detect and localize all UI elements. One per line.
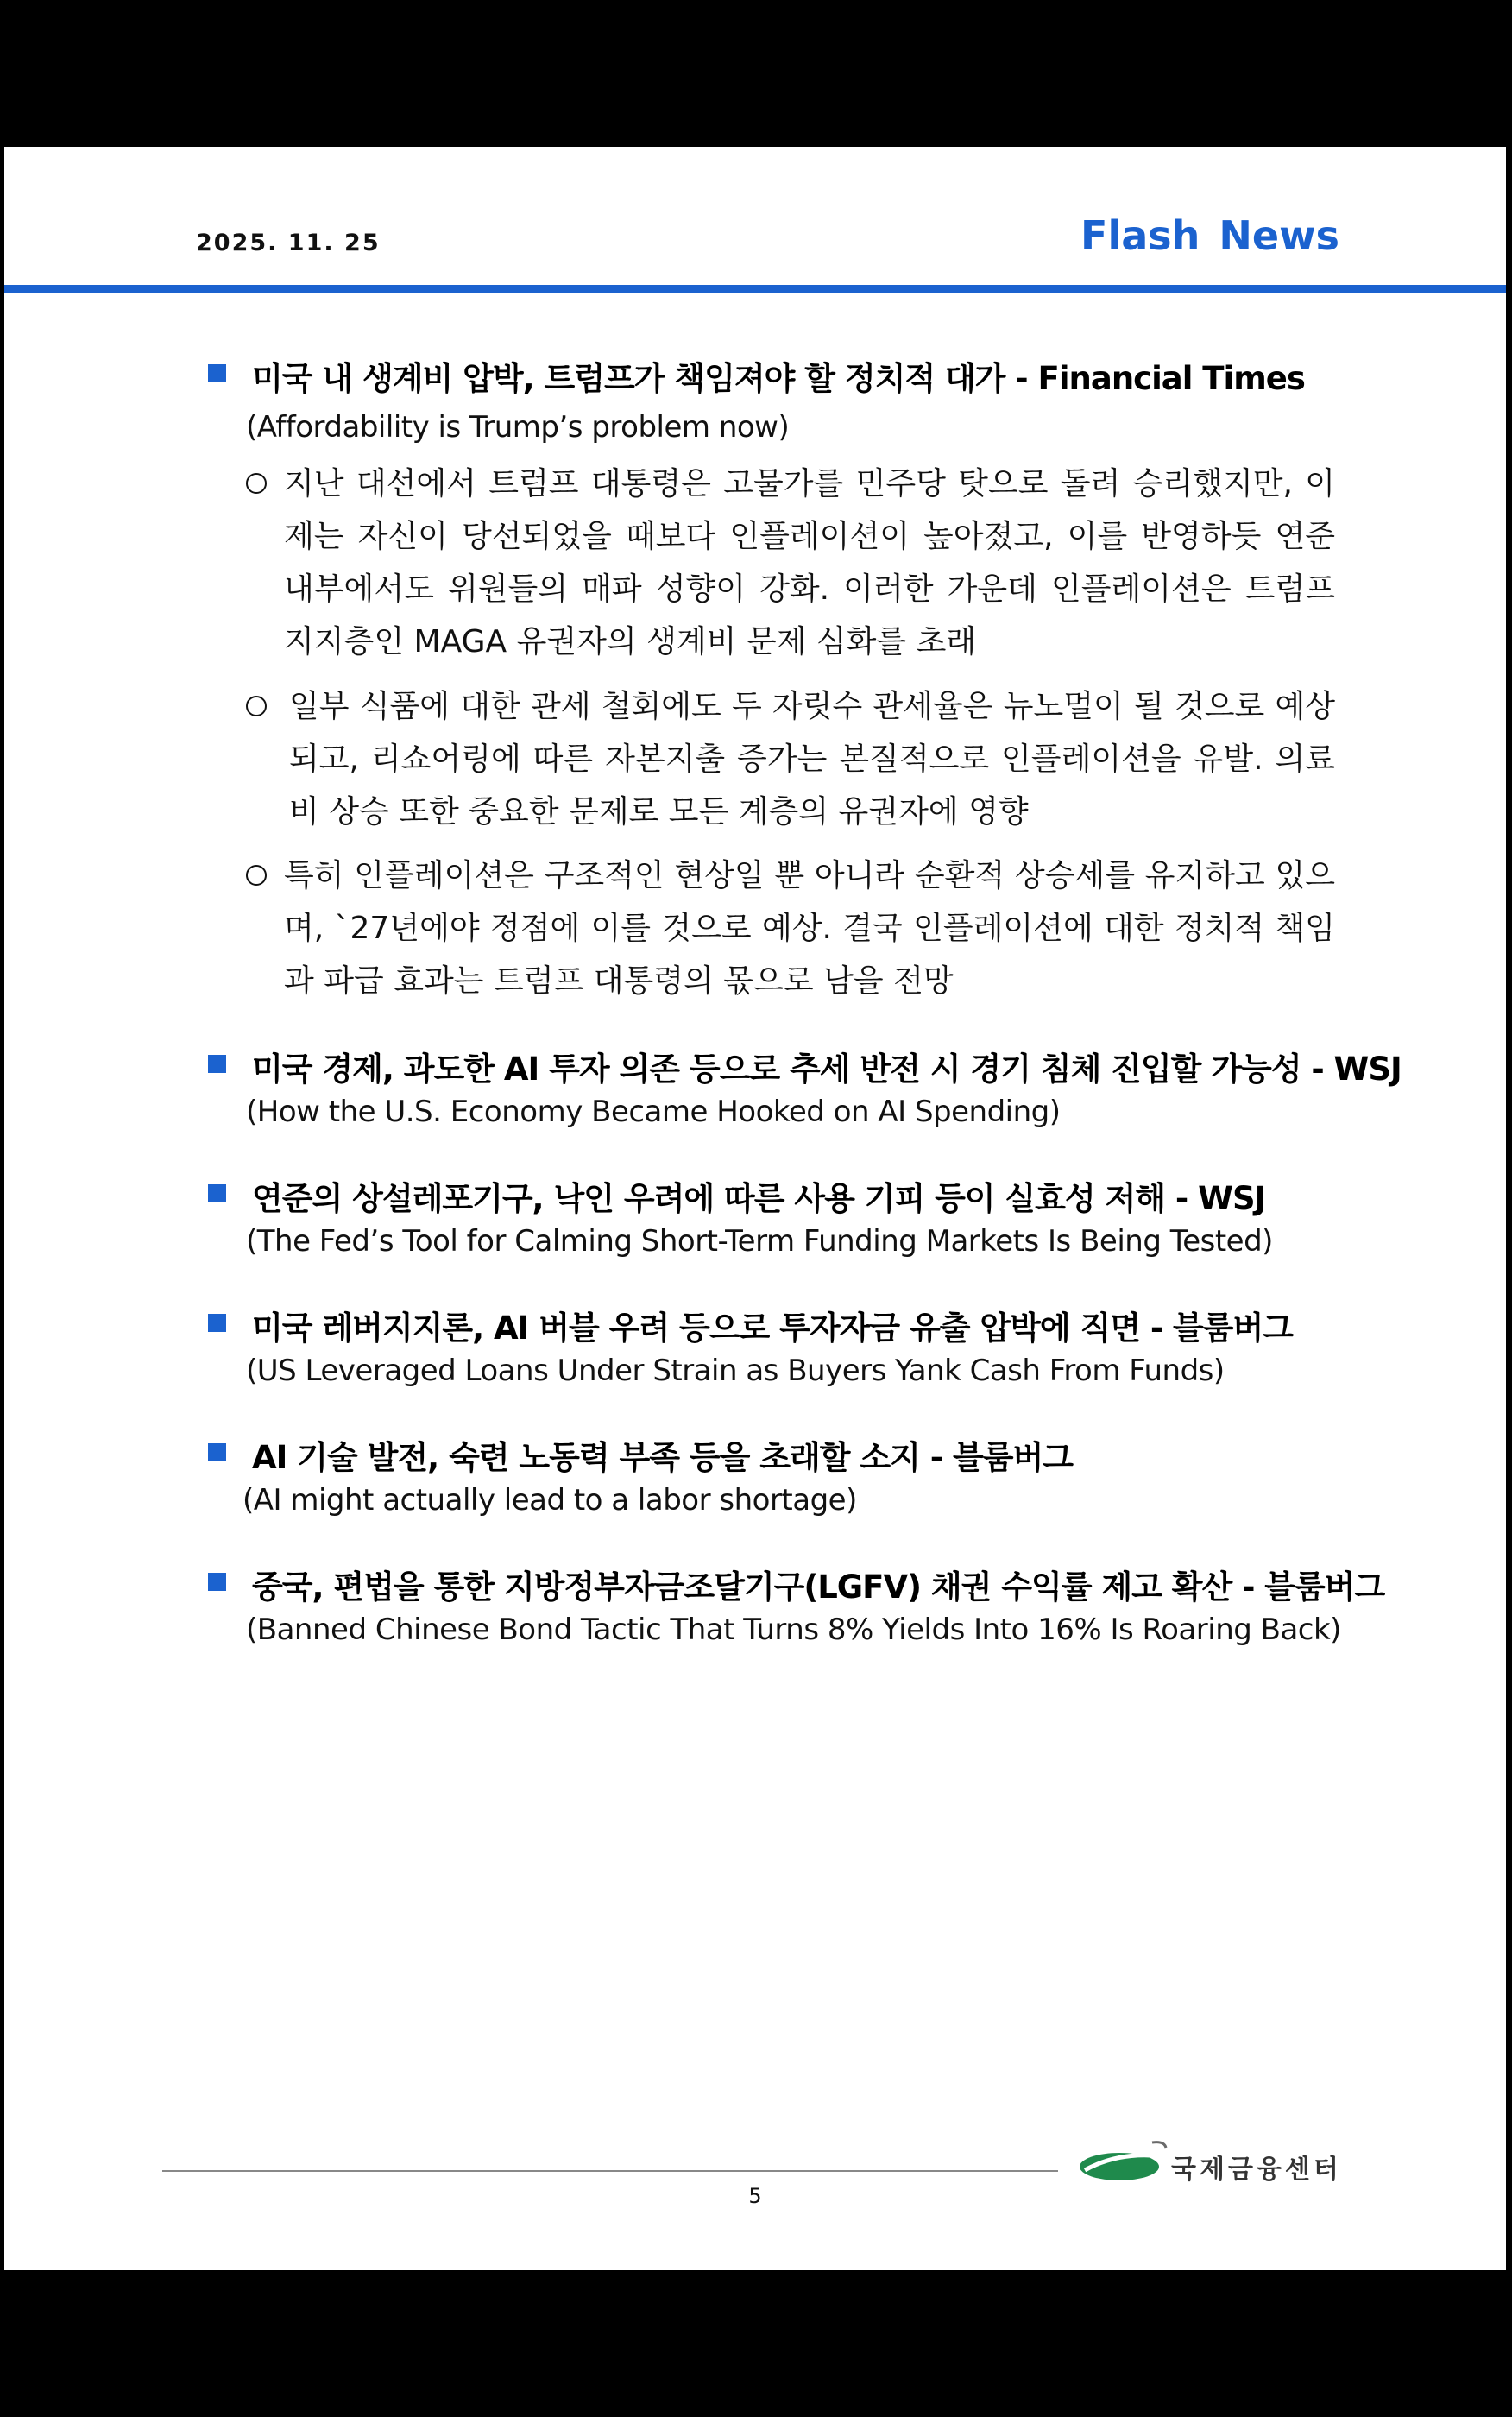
page-number: 5: [748, 2184, 762, 2208]
square-bullet-icon: [208, 1055, 226, 1073]
document-page: [4, 147, 1506, 2270]
report-date: 2025. 11. 25: [196, 230, 381, 256]
news-item-paragraph: 일부 식품에 대한 관세 철회에도 두 자릿수 관세율은 뉴노멀이 될 것으로 예상되고, 리쇼어링에 따른 자본지출 증가는 본질적으로 인플레이션을 유발. 의료비 상승 또한 중요한 문제로 모든 계층의 유권자에 영향: [289, 689, 1335, 830]
news-item-subtitle: (US Leveraged Loans Under Strain as Buyers Yank Cash From Funds): [246, 1354, 1225, 1388]
square-bullet-icon: [208, 1443, 226, 1461]
news-item-title: 미국 경제, 과도한 AI 투자 의존 등으로 추세 반전 시 경기 침체 진입할 가능성 - WSJ: [252, 1051, 1402, 1088]
news-item-title: 미국 내 생계비 압박, 트럼프가 책임져야 할 정치적 대가 - Financial Times: [252, 360, 1305, 397]
news-item-title: AI 기술 발전, 숙련 노동력 부족 등을 초래할 소지 - 블룸버그: [252, 1439, 1073, 1476]
news-item-subtitle: (Affordability is Trump’s problem now): [246, 410, 790, 445]
kcif-logo-icon: [1076, 2139, 1171, 2184]
circle-bullet-icon: [246, 696, 267, 716]
news-item-paragraph: 지난 대선에서 트럼프 대통령은 고물가를 민주당 탓으로 돌려 승리했지만, 이제는 자신이 당선되었을 때보다 인플레이션이 높아졌고, 이를 반영하듯 연준 내부에서도 위원들의 매파 성향이 강화. 이러한 가운데 인플레이션은 트럼프 지지층인 MAGA 유권자의 생계비 문제 심화를 초래: [284, 466, 1335, 659]
news-item-paragraph: 특히 인플레이션은 구조적인 현상일 뿐 아니라 순환적 상승세를 유지하고 있으며, `27년에야 정점에 이를 것으로 예상. 결국 인플레이션에 대한 정치적 책임과 파급 효과는 트럼프 대통령의 몫으로 남을 전망: [284, 858, 1335, 999]
circle-bullet-icon: [246, 473, 267, 494]
news-item-subtitle: (How the U.S. Economy Became Hooked on AI Spending): [246, 1095, 1061, 1129]
report-brand-title: Flash News: [1080, 212, 1339, 259]
circle-bullet-icon: [246, 865, 267, 886]
news-item-subtitle: (The Fed’s Tool for Calming Short-Term Funding Markets Is Being Tested): [246, 1224, 1273, 1259]
organization-name: 국제금융센터: [1171, 2155, 1342, 2185]
news-item-subtitle: (AI might actually lead to a labor shortage): [243, 1483, 857, 1518]
square-bullet-icon: [208, 1184, 226, 1202]
news-item-title: 연준의 상설레포기구, 낙인 우려에 따른 사용 기피 등이 실효성 저해 - WSJ: [252, 1180, 1266, 1217]
square-bullet-icon: [208, 1314, 226, 1332]
news-item-title: 중국, 편법을 통한 지방정부자금조달기구(LGFV) 채권 수익률 제고 확산 - 블룸버그: [252, 1568, 1385, 1606]
square-bullet-icon: [208, 1573, 226, 1591]
header-divider: [4, 285, 1506, 293]
news-item-subtitle: (Banned Chinese Bond Tactic That Turns 8% Yields Into 16% Is Roaring Back): [246, 1612, 1341, 1647]
square-bullet-icon: [208, 364, 226, 382]
news-item-title: 미국 레버지지론, AI 버블 우려 등으로 투자자금 유출 압박에 직면 - 블룸버그: [252, 1309, 1294, 1347]
footer-divider: [162, 2170, 1058, 2172]
